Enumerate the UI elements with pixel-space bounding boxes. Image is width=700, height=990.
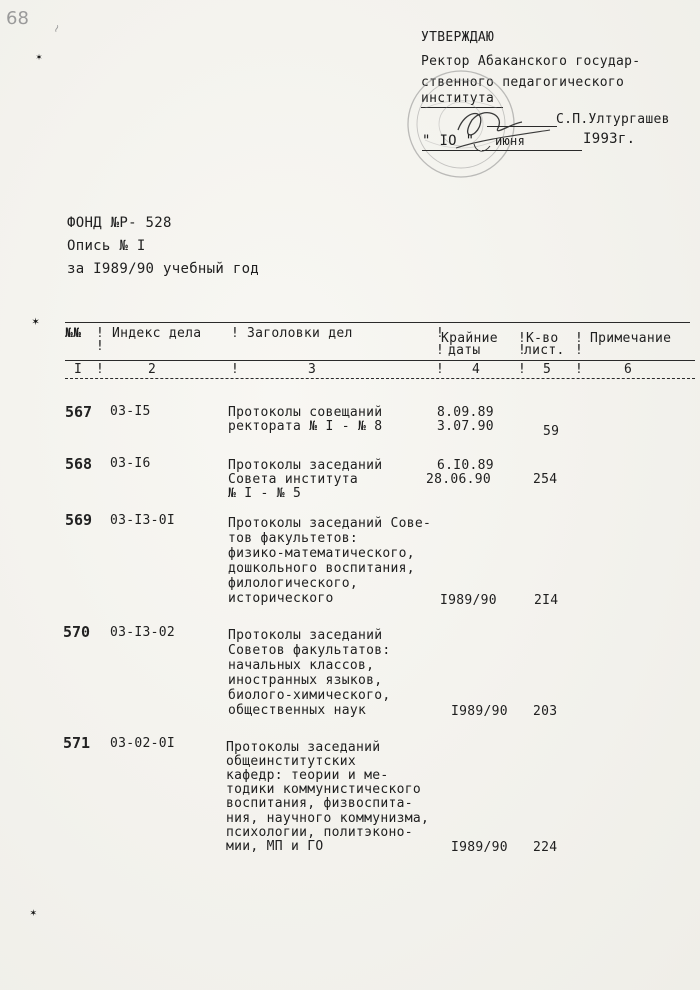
col-sep: ! (518, 343, 527, 358)
row-title-line: Советов факультатов: (228, 643, 391, 658)
approval-date-day: " IO " (422, 133, 475, 149)
col-sep: ! (518, 362, 527, 377)
approval-date-month: июня (495, 134, 526, 148)
approval-line-3: института (421, 91, 495, 106)
col-sep: ! (96, 339, 105, 354)
row-title-line: иностранных языков, (228, 673, 383, 688)
col-sep: ! (575, 362, 584, 377)
signature-line (487, 126, 557, 127)
row-index: 03-I3-0I (110, 513, 176, 528)
approval-line-2: ственного педагогического (421, 75, 625, 90)
table-header-rule (65, 360, 695, 361)
col-header-sheets-1: К-во (526, 331, 559, 346)
col-header-notes: Примечание (590, 331, 672, 346)
row-title-line: Протоколы заседаний (226, 740, 381, 755)
approval-signer: С.П.Ултургашев (556, 112, 670, 127)
row-title-line: мии, МП и ГО (226, 839, 324, 854)
table-top-rule (65, 322, 690, 323)
col-sep: ! (436, 343, 445, 358)
row-title-line: Протоколы заседаний Сове- (228, 516, 432, 531)
col-num-6: 6 (624, 362, 633, 377)
row-index: 03-02-0I (110, 736, 176, 751)
col-num-4: 4 (472, 362, 481, 377)
scan-speck: ✶ (30, 906, 37, 919)
row-title-line: тов факультетов: (228, 531, 359, 546)
scan-speck: ✶ (32, 314, 40, 328)
row-date: I989/90 (451, 840, 508, 855)
col-sep: ! (575, 331, 584, 346)
col-header-number: №№ (65, 326, 82, 341)
row-title-line: начальных классов, (228, 658, 375, 673)
row-title-line: филологического, (228, 576, 359, 591)
col-header-sheets-2: лист. (524, 343, 565, 358)
row-sheets: 224 (533, 840, 558, 855)
col-sep: ! (96, 362, 105, 377)
approval-line-1: Ректор Абаканского государ- (421, 54, 641, 69)
col-num-5: 5 (543, 362, 552, 377)
row-title-line: Протоколы заседаний (228, 628, 383, 643)
row-date: 6.I0.89 (437, 458, 494, 473)
col-header-titles: Заголовки дел (247, 326, 353, 341)
row-title-line: психологии, политэконо- (226, 825, 413, 840)
row-number: 571 (63, 734, 91, 752)
col-header-index: Индекс дела (112, 326, 202, 341)
row-number: 568 (65, 455, 93, 473)
col-sep: ! (518, 331, 527, 346)
approval-title: УТВЕРЖДАЮ (421, 30, 495, 45)
row-number: 569 (65, 511, 93, 529)
period-line: за I989/90 учебный год (67, 261, 260, 277)
date-day-underline (422, 150, 480, 151)
row-index: 03-I5 (110, 404, 151, 419)
row-number: 570 (63, 623, 91, 641)
col-sep: ! (96, 326, 105, 341)
margin-page-note: 68 (6, 8, 29, 29)
col-sep: ! (231, 326, 240, 341)
col-sep: ! (436, 326, 445, 341)
row-date: I989/90 (451, 704, 508, 719)
col-header-dates-1: Крайние (441, 331, 498, 346)
date-month-underline (482, 150, 582, 151)
col-sep: ! (575, 343, 584, 358)
row-title-line: ния, научного коммунизма, (226, 811, 430, 826)
row-sheets: 203 (533, 704, 558, 719)
row-date: 8.09.89 (437, 405, 494, 420)
row-date: 3.07.90 (437, 419, 494, 434)
opis-number: Опись № I (67, 238, 146, 254)
row-sheets: 2I4 (534, 593, 559, 608)
row-title-line: воспитания, физвоспита- (226, 796, 413, 811)
row-number: 567 (65, 403, 93, 421)
col-header-dates-2: даты (448, 343, 481, 358)
row-date: 28.06.90 (426, 472, 492, 487)
row-sheets: 59 (543, 424, 560, 439)
row-title-line: Протоколы заседаний (228, 458, 383, 473)
rector-signature (450, 100, 570, 160)
scan-speck: ✶ (36, 52, 43, 63)
row-index: 03-I3-02 (110, 625, 176, 640)
row-title-line: № I - № 5 (228, 486, 302, 501)
row-title-line: кафедр: теории и ме- (226, 768, 389, 783)
col-sep: ! (231, 362, 240, 377)
row-title-line: биолого-химического, (228, 688, 391, 703)
row-title-line: дошкольного воспитания, (228, 561, 415, 576)
col-num-1: I (74, 362, 83, 377)
row-title-line: общественных наук (228, 703, 367, 718)
row-title-line: тодики коммунистического (226, 782, 422, 797)
row-title-line: физико-математического, (228, 546, 415, 561)
row-title-line: исторического (228, 591, 334, 606)
fond-number: ФОНД №Р- 528 (67, 215, 172, 231)
table-numbering-rule (65, 378, 695, 379)
row-title-line: Протоколы совещаний (228, 405, 383, 420)
row-title-line: общеинститутских (226, 754, 357, 769)
pencil-scribble: ~ (48, 21, 65, 36)
approval-date-year: I993г. (583, 131, 636, 147)
row-title-line: Совета института (228, 472, 359, 487)
col-num-2: 2 (148, 362, 157, 377)
col-num-3: 3 (308, 362, 317, 377)
col-sep: ! (436, 362, 445, 377)
row-sheets: 254 (533, 472, 558, 487)
row-title-line: ректората № I - № 8 (228, 419, 383, 434)
row-index: 03-I6 (110, 456, 151, 471)
row-date: I989/90 (440, 593, 497, 608)
